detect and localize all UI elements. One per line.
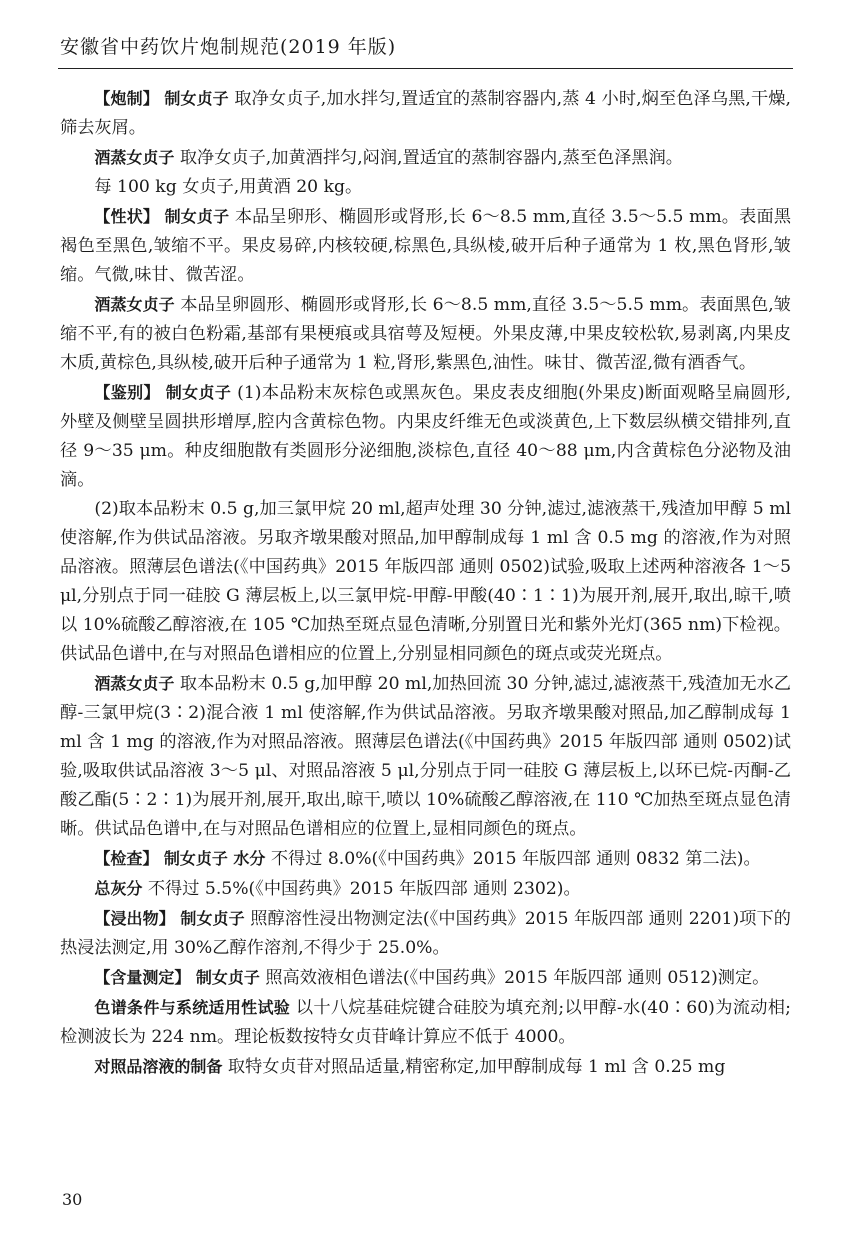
body-text: 取本品粉末 0.5 g,加甲醇 20 ml,加热回流 30 分钟,滤过,滤液蒸干,残渣加无水乙醇-三氯甲烷(3∶2)混合液 1 ml 使溶解,作为供试品溶液。另取齐墩果酸对照品,加乙醇制成每 1 ml 含 1 mg 的溶液,作为对照品溶液。照薄层色谱法(《中国药典》2015 年版四部 通则 0502)试验,吸取供试品溶液 3～5 μl、对照品溶液 5 μl,分别点于同一硅胶 G 薄层板上,以环已烷-丙酮-乙酸乙酯(5∶2∶1)为展开剂,展开,取出,晾干,喷以 10%硫酸乙醇溶液,在 110 ℃加热至斑点显色清晰。供试品色谱中,在与对照品色谱相应的位置上,显相同颜色的斑点。 <box>60 674 791 839</box>
bold-heading: 制女贞子 <box>164 207 230 226</box>
bold-heading: 水分 <box>233 849 266 868</box>
paragraph <box>60 143 791 173</box>
bold-heading: 【检查】 <box>94 849 159 868</box>
paragraph <box>60 993 791 1052</box>
body-text: 本品呈卵形、椭圆形或肾形,长 6～8.5 mm,直径 3.5～5.5 mm。表面黑褐色至黑色,皱缩不平。果皮易碎,内核较硬,棕黑色,具纵棱,破开后种子通常为 1 枚,黑色肾形,皱缩。气微,味甘、微苦涩。 <box>60 207 792 285</box>
paragraph <box>60 84 791 143</box>
bold-heading: 总灰分 <box>94 879 143 898</box>
body-text: 照醇溶性浸出物测定法(《中国药典》2015 年版四部 通则 2201)项下的热浸法测定,用 30%乙醇作溶剂,不得少于 25.0%。 <box>60 909 791 958</box>
bold-heading: 酒蒸女贞子 <box>94 295 175 314</box>
bold-heading: 【含量测定】 <box>94 968 191 987</box>
paragraph <box>60 378 791 495</box>
bold-heading: 【炮制】 <box>94 89 159 108</box>
paragraph <box>60 844 791 874</box>
paragraph <box>60 290 791 378</box>
bold-heading: 对照品溶液的制备 <box>94 1057 223 1076</box>
body-text: 照高效液相色谱法(《中国药典》2015 年版四部 通则 0512)测定。 <box>259 968 770 988</box>
body-text: 每 100 kg 女贞子,用黄酒 20 kg。 <box>94 177 363 197</box>
bold-heading: 色谱条件与系统适用性试验 <box>94 998 291 1017</box>
running-header: 安徽省中药饮片炮制规范(2019 年版) <box>60 36 397 58</box>
bold-heading: 制女贞子 <box>164 89 229 108</box>
bold-heading: 制女贞子 <box>163 849 228 868</box>
bold-heading: 制女贞子 <box>180 909 245 928</box>
paragraph <box>60 669 791 844</box>
body-text: 不得过 5.5%(《中国药典》2015 年版四部 通则 2302)。 <box>142 879 581 899</box>
paragraph <box>60 495 791 669</box>
bold-heading: 酒蒸女贞子 <box>94 148 175 167</box>
paragraph <box>60 1052 791 1082</box>
body-text: 本品呈卵圆形、椭圆形或肾形,长 6～8.5 mm,直径 3.5～5.5 mm。表面黑色,皱缩不平,有的被白色粉霜,基部有果梗痕或具宿萼及短梗。外果皮薄,中果皮较松软,易剥离,内果皮木质,黄棕色,具纵棱,破开后种子通常为 1 粒,肾形,紫黑色,油性。味甘、微苦涩,微有酒香气。 <box>60 295 791 373</box>
bold-heading: 【性状】 <box>94 207 159 226</box>
paragraph <box>60 874 791 904</box>
paragraph <box>60 904 791 963</box>
page-number: 30 <box>62 1190 83 1209</box>
bold-heading: 酒蒸女贞子 <box>94 674 175 693</box>
bold-heading: 【浸出物】 <box>94 909 175 928</box>
body-text: (1)本品粉末灰棕色或黑灰色。果皮表皮细胞(外果皮)断面观略呈扁圆形,外壁及侧壁呈圆拱形增厚,腔内含黄棕色物。内果皮纤维无色或淡黄色,上下数层纵横交错排列,直径 9～35 μm。种皮细胞散有类圆形分泌细胞,淡棕色,直径 40～88 μm,内含黄棕色分泌物及油滴。 <box>60 383 791 490</box>
bold-heading: 制女贞子 <box>195 968 260 987</box>
paragraph <box>60 963 791 993</box>
body-text: 取特女贞苷对照品适量,精密称定,加甲醇制成每 1 ml 含 0.25 mg <box>222 1057 726 1077</box>
header-rule <box>58 68 793 69</box>
paragraph <box>60 173 791 202</box>
body-text: 取净女贞子,加水拌匀,置适宜的蒸制容器内,蒸 4 小时,焖至色泽乌黑,干燥,筛去灰屑。 <box>60 89 791 138</box>
body-text: (2)取本品粉末 0.5 g,加三氯甲烷 20 ml,超声处理 30 分钟,滤过,滤液蒸干,残渣加甲醇 5 ml 使溶解,作为供试品溶液。另取齐墩果酸对照品,加甲醇制成每 1 ml 含 0.5 mg 的溶液,作为对照品溶液。照薄层色谱法(《中国药典》2015 年版四部 通则 0502)试验,吸取上述两种溶液各 1～5 μl,分别点于同一硅胶 G 薄层板上,以三氯甲烷-甲醇-甲酸(40∶1∶1)为展开剂,展开,取出,晾干,喷以 10%硫酸乙醇溶液,在 105 ℃加热至斑点显色清晰,分别置日光和紫外光灯(365 nm)下检视。供试品色谱中,在与对照品色谱相应的位置上,分别显相同颜色的斑点或荧光斑点。 <box>60 499 791 664</box>
paragraph <box>60 202 791 290</box>
body-text: 以十八烷基硅烷键合硅胶为填充剂;以甲醇-水(40∶60)为流动相;检测波长为 224 nm。理论板数按特女贞苷峰计算应不低于 4000。 <box>60 998 791 1047</box>
body-text: 不得过 8.0%(《中国药典》2015 年版四部 通则 0832 第二法)。 <box>265 849 761 869</box>
bold-heading: 制女贞子 <box>165 383 232 402</box>
page-body <box>60 84 791 1082</box>
body-text: 取净女贞子,加黄酒拌匀,闷润,置适宜的蒸制容器内,蒸至色泽黑润。 <box>174 148 683 168</box>
bold-heading: 【鉴别】 <box>94 383 160 402</box>
